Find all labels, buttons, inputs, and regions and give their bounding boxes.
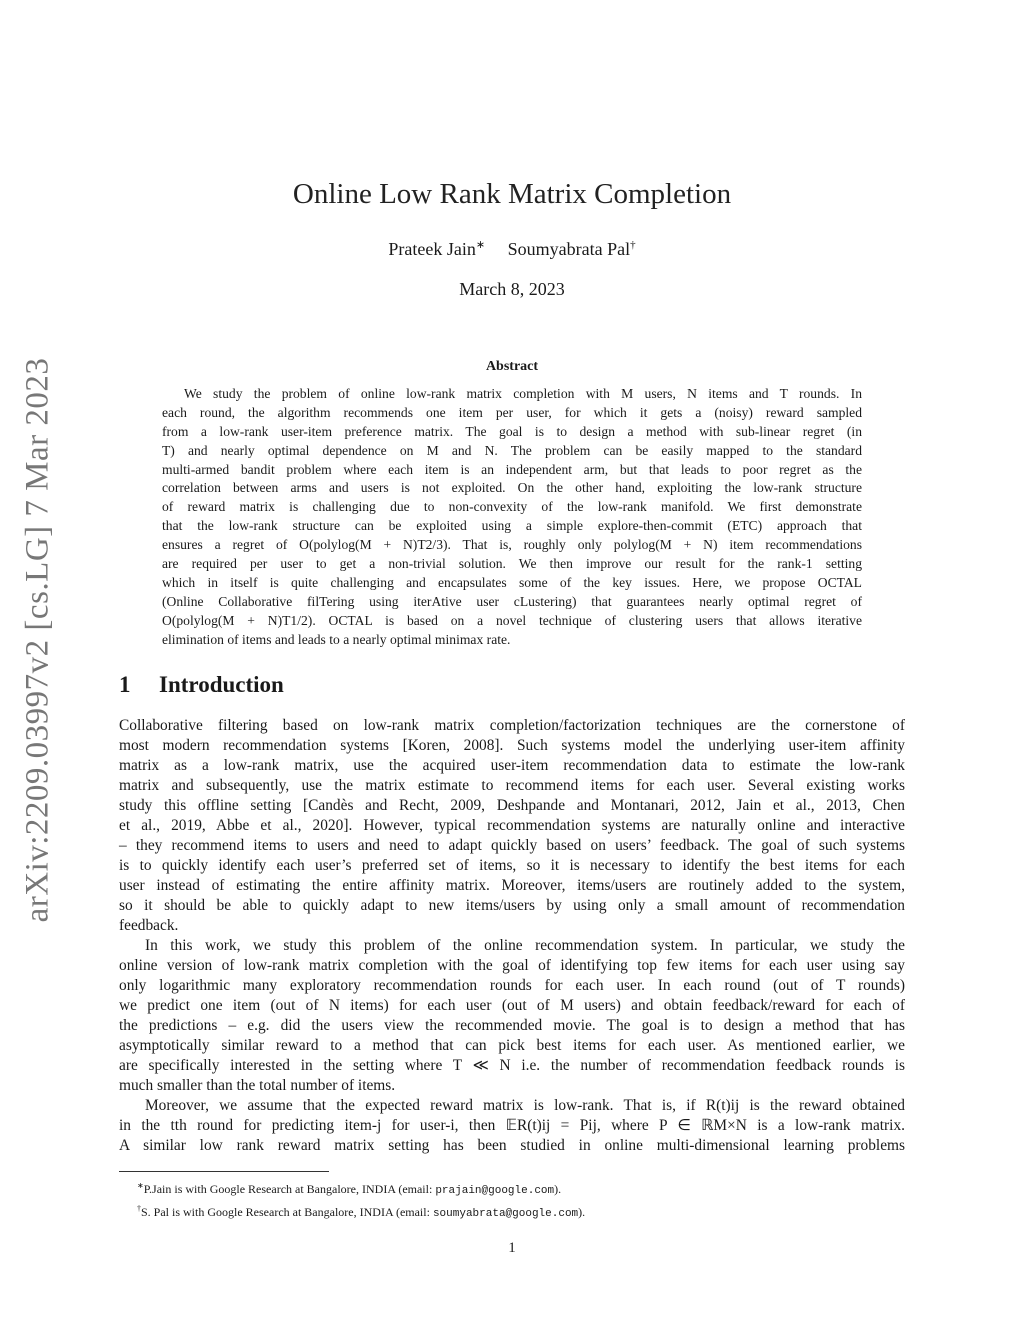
author-footnote-mark[interactable]: † [630,239,636,251]
abstract-line: correlation between arms and users is not exploited. On the other hand, exploiting the low-rank structure [162,480,862,496]
publication-date: March 8, 2023 [459,279,565,299]
footnote-mark: ∗ [137,1181,144,1190]
paper-title: Online Low Rank Matrix Completion [292,178,732,210]
body-line: matrix and subsequently, use the matrix estimate to recommend items for each user. Several existing works [119,777,905,794]
footnote-tail: ). [554,1182,562,1196]
footnote-text: S. Pal is with Google Research at Bangalore, INDIA (email: [141,1205,433,1219]
body-line: is to quickly identify each user’s preferred set of items, so it is necessary to identify the best items for each [119,857,905,874]
body-line: et al., 2019, Abbe et al., 2020]. However, typical recommendation systems are naturally online and interactive [119,817,905,834]
abstract-line: elimination of items and leads to a nearly optimal minimax rate. [162,631,511,647]
body-line: most modern recommendation systems [Koren, 2008]. Such systems model the underlying user-item affinity [119,737,905,754]
abstract-line: that the low-rank structure can be exploited using a simple explore-then-commit (ETC) approach that [162,518,862,534]
footnote-mark: † [137,1204,141,1213]
abstract-line: of reward matrix is challenging due to non-convexity of the low-rank manifold. We first demonstrate [162,499,862,515]
body-line: so it should be able to quickly adapt to new items/users by using only a small amount of recommendation [119,897,905,914]
abstract-line: are required per user to get a non-trivial solution. We then improve our result for the rank-1 setting [162,556,862,572]
section-title: Introduction [159,672,284,697]
footnote [137,1200,585,1223]
author [388,239,485,259]
abstract-line: which in itself is quite challenging and encapsulates some of the key issues. Here, we propose OCTAL [162,574,862,590]
body-line: Collaborative filtering based on low-rank matrix completion/factorization techniques are the cornerstone of [119,717,905,734]
section-heading [119,672,284,698]
footnotes [137,1177,585,1223]
abstract-line: multi-armed bandit problem where each item is an independent arm, but that leads to poor regret as the [162,461,862,477]
body-line: we predict one item (out of N items) for each user (out of M users) and obtain feedback/reward for each of [119,997,905,1014]
body-line: online version of low-rank matrix completion with the goal of identifying top few items for each user using say [119,957,905,974]
abstract-line: O(polylog(M + N)T1/2). OCTAL is based on a novel technique of clustering users that allows iterative [162,612,862,628]
footnote-email[interactable]: soumyabrata@google.com [432,1208,579,1220]
body-text [119,716,905,1156]
author [508,239,636,259]
arxiv-identifier[interactable]: arXiv:2209.03997v2 [cs.LG] 7 Mar 2023 [19,357,56,923]
abstract-line: T) and nearly optimal dependence on M and N. The problem can be easily mapped to the standard [162,442,862,458]
body-line: matrix as a low-rank matrix, use the acquired user-item recommendation data to estimate the low-rank [119,757,905,774]
section-number: 1 [119,672,131,697]
body-line: feedback. [119,917,179,934]
body-line: in the tth round for predicting item-j for user-i, then 𝔼R(t)ij = Pij, where P ∈ ℝM×N is a low-rank matrix. [119,1117,905,1134]
page-number: 1 [508,1240,516,1256]
body-line: asymptotically similar reward to a method that can pick best items for each user. As mentioned earlier, we [119,1037,905,1054]
author-name: Soumyabrata Pal [507,239,631,259]
abstract-line: from a low-rank user-item preference matrix. The goal is to design a method with sub-linear regret (in [162,423,862,439]
body-line: the predictions – e.g. did the users view the recommended movie. The goal is to design a method that has [119,1017,905,1034]
abstract-heading: Abstract [485,359,539,374]
author-list [0,238,1024,260]
abstract-line: We study the problem of online low-rank matrix completion with M users, N items and T rounds. In [184,386,862,401]
body-line: only logarithmic many exploratory recommendation rounds for each user. In each round (out of T rounds) [119,977,905,994]
body-line: user instead of estimating the entire affinity matrix. Moreover, items/users are routinely added to the system, [119,877,905,894]
body-line: – they recommend items to users and need to adapt quickly based on users’ feedback. The goal of such systems [119,837,905,854]
body-line: In this work, we study this problem of the online recommendation system. In particular, we study the [145,937,905,954]
footnote-tail: ). [578,1205,586,1219]
footnote-text: P.Jain is with Google Research at Bangalore, INDIA (email: [143,1182,436,1196]
body-line: Moreover, we assume that the expected reward matrix is low-rank. That is, if R(t)ij is the reward obtained [145,1097,905,1114]
body-line: much smaller than the total number of items. [119,1077,396,1094]
footnote-divider [119,1171,329,1172]
author-name: Prateek Jain [388,239,476,259]
abstract-line: each round, the algorithm recommends one item per user, for which it gets a (noisy) reward sampled [162,404,862,420]
author-footnote-mark[interactable]: ∗ [475,239,486,251]
footnote-email[interactable]: prajain@google.com [435,1185,555,1197]
abstract-line: ensures a regret of O(polylog(M + N)T2/3). That is, roughly only polylog(M + N) item recommendations [162,537,862,553]
body-line: are specifically interested in the setting where T ≪ N i.e. the number of recommendation feedback rounds is [119,1057,905,1074]
body-line: study this offline setting [Candès and Recht, 2009, Deshpande and Montanari, 2012, Jain et al., 2013, Chen [119,797,905,814]
abstract-line: (Online Collaborative filTering using iterAtive user cLustering) that guarantees nearly optimal regret of [162,593,862,609]
body-line: A similar low rank reward matrix setting has been studied in online multi-dimensional learning problems [119,1137,905,1154]
abstract-body [162,385,862,649]
footnote [137,1177,585,1200]
